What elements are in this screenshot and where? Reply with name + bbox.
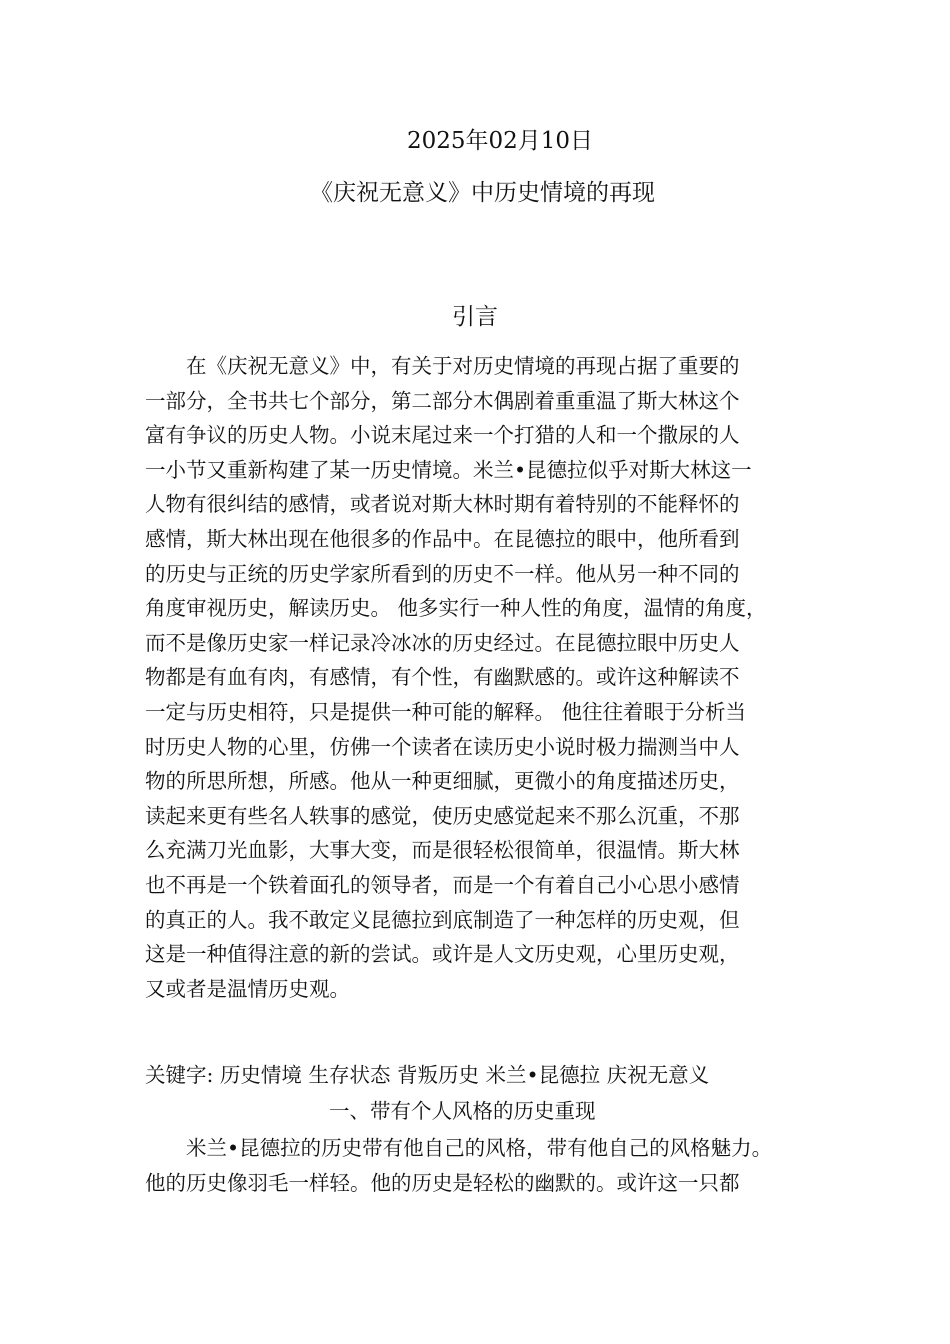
intro-line: 富有争议的历史人物。小说末尾过来一个打猎的人和一个撒尿的人: [145, 423, 740, 448]
intro-line: 一小节又重新构建了某一历史情境。米兰•昆德拉似乎对斯大林这一: [145, 457, 752, 482]
intro-line: 感情，斯大林出现在他很多的作品中。在昆德拉的眼中，他所看到: [145, 526, 740, 551]
intro-line: 物的所思所想，所感。他从一种更细腻，更微小的角度描述历史，: [145, 769, 740, 794]
document-date: 2025年02月10日: [406, 128, 594, 154]
keywords-line: 关键字: 历史情境 生存状态 背叛历史 米兰•昆德拉 庆祝无意义: [145, 1063, 710, 1087]
intro-line: 角度审视历史，解读历史。 他多实行一种人性的角度，温情的角度，: [145, 596, 767, 621]
document-title: 《庆祝无意义》中历史情境的再现: [310, 180, 655, 206]
intro-line: 人物有很纠结的感情，或者说对斯大林时期有着特别的不能释怀的: [145, 492, 740, 517]
section-1-line: 米兰•昆德拉的历史带有他自己的风格，带有他自己的风格魅力。: [145, 1136, 773, 1160]
intro-line: 这是一种值得注意的新的尝试。或许是人文历史观，心里历史观，: [145, 942, 740, 967]
intro-line: 物都是有血有肉，有感情，有个性，有幽默感的。或许这种解读不: [145, 665, 740, 690]
section-1-paragraph: [145, 1131, 825, 1200]
section-1-heading: 一、带有个人风格的历史重现: [329, 1099, 596, 1123]
intro-paragraph: [145, 349, 825, 1006]
intro-line: 的真正的人。我不敢定义昆德拉到底制造了一种怎样的历史观，但: [145, 907, 740, 932]
intro-line: 在《庆祝无意义》中，有关于对历史情境的再现占据了重要的: [145, 354, 740, 378]
intro-line: 又或者是温情历史观。: [145, 976, 350, 1001]
intro-line: 读起来更有些名人轶事的感觉，使历史感觉起来不那么沉重，不那: [145, 803, 740, 828]
intro-line: 一定与历史相符，只是提供一种可能的解释。 他往往着眼于分析当: [145, 699, 747, 724]
intro-line: 时历史人物的心里，仿佛一个读者在读历史小说时极力揣测当中人: [145, 734, 740, 759]
intro-line: 的历史与正统的历史学家所看到的历史不一样。他从另一种不同的: [145, 561, 740, 586]
intro-line: 一部分，全书共七个部分，第二部分木偶剧着重重温了斯大林这个: [145, 388, 740, 413]
intro-heading: 引言: [452, 304, 498, 330]
intro-line: 也不再是一个铁着面孔的领导者，而是一个有着自己小心思小感情: [145, 872, 740, 897]
section-1-line: 他的历史像羽毛一样轻。他的历史是轻松的幽默的。或许这一只都: [145, 1170, 740, 1195]
intro-line: 么充满刀光血影，大事大变，而是很轻松很简单，很温情。斯大林: [145, 838, 740, 863]
intro-line: 而不是像历史家一样记录冷冰冰的历史经过。在昆德拉眼中历史人: [145, 630, 740, 655]
